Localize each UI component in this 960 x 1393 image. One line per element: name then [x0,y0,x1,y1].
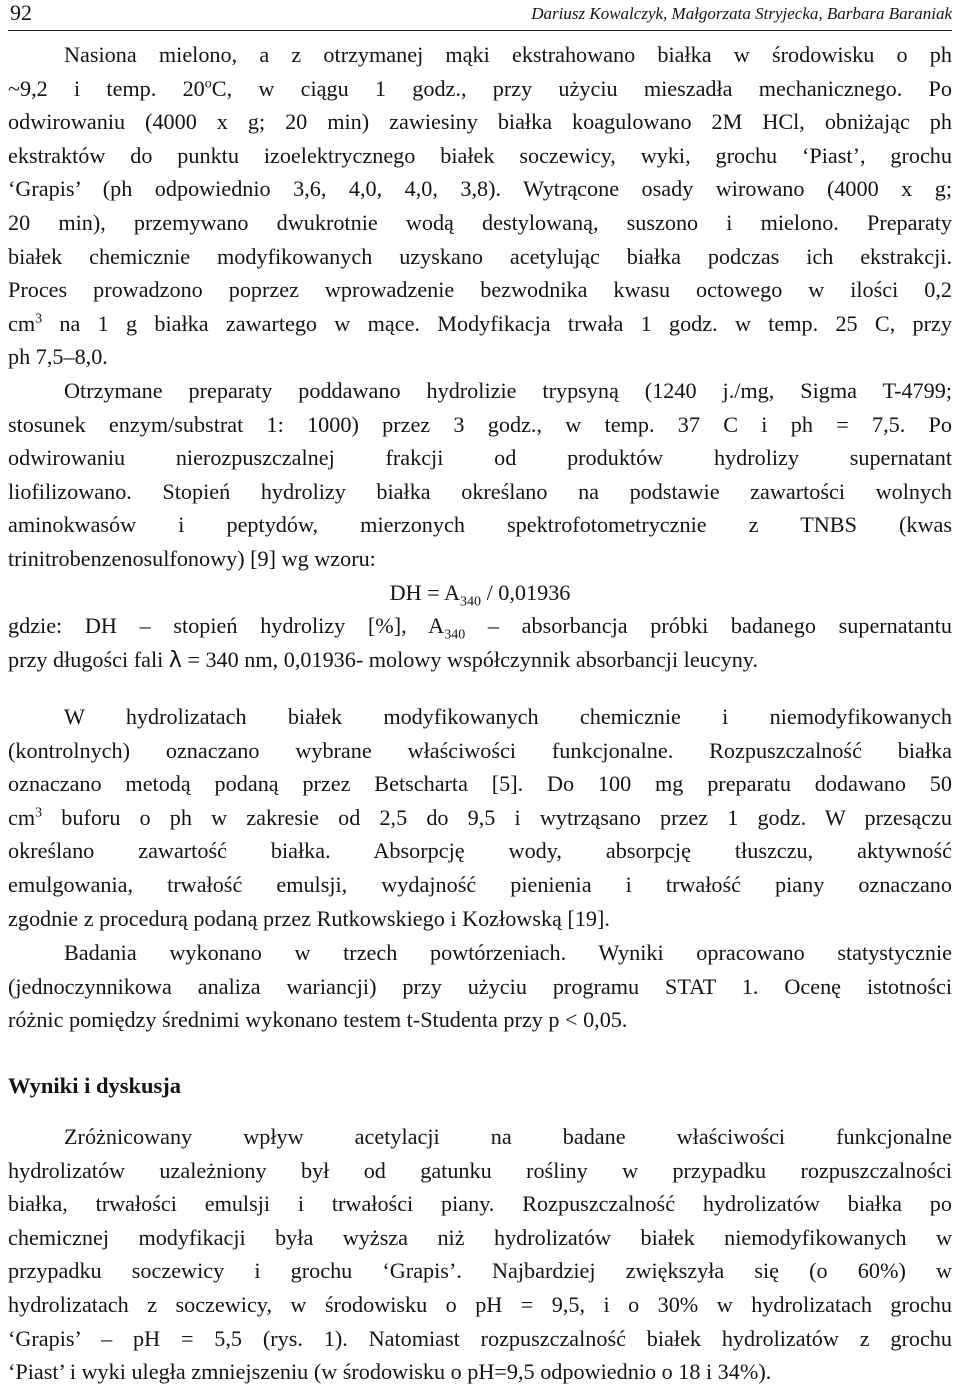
text-line: hydrolizatów uzależniony był od gatunku rośliny w przypadku rozpuszczalności [8,1157,952,1183]
dh-formula: DH = $A_{340} / 0,01936$ [389,579,571,609]
text-line: przypadku soczewicy i grochu ‘Grapis’. Najbardziej zwiększyła się (o 60%) w [8,1258,952,1284]
text-line: trinitrobenzenosulfonowy) [9] wg wzoru: [8,545,376,571]
text-line: $cm^3$ buforu o ph w zakresie od 2,5 do 9,5 i wytrząsano przez 1 godz. W przesączu [8,804,952,830]
text-line: oznaczano metodą podaną przez Betscharta [5]. Do 100 mg preparatu dodawano 50 [8,771,952,797]
text-line: Otrzymane preparaty poddawano hydrolizie trypsyną (1240 j./mg, Sigma T-4799; [64,378,952,403]
text-line: określano zawartość białka. Absorpcję wody, absorpcję tłuszczu, aktywność [8,838,952,864]
text-line: chemicznej modyfikacji była wyższa niż hydrolizatów białek niemodyfikowanych w [8,1224,952,1250]
text-line: ekstraktów do punktu izoelektrycznego białek soczewicy, wyki, grochu ‘Piast’, grochu [8,142,952,168]
text-line: Proces prowadzono poprzez wprowadzenie bezwodnika kwasu octowego w ilości 0,2 [8,277,952,303]
text-line: odwirowaniu (4000 x g; 20 min) zawiesiny białka koagulowano 2M HCl, obniżając ph [8,109,952,135]
text-line: hydrolizatach z soczewicy, w środowisku o pH = 9,5, i o 30% w hydrolizatach grochu [8,1291,952,1317]
text-line: aminokwasów i peptydów, mierzonych spektrofotometrycznie z TNBS (kwas [8,512,952,538]
text-line: liofilizowano. Stopień hydrolizy białka określano na podstawie zawartości wolnych [8,478,952,504]
methods-paragraph-3 [8,700,952,935]
text-line: Zróżnicowany wpływ acetylacji na badane właściwości funkcjonalne [64,1124,952,1149]
page-number: 92 [10,0,32,25]
text-line: gdzie: DH – stopień hydrolizy [%], $A_{340}$ – absorbancja próbki badanego supernatantu [8,613,952,643]
text-line: białka, trwałości emulsji i trwałości piany. Rozpuszczalność hydrolizatów białka po [8,1191,952,1217]
text-line: Nasiona mielono, a z otrzymanej mąki ekstrahowano białka w środowisku o ph [64,42,952,67]
section-heading-results: Wyniki i dyskusja [8,1073,181,1098]
text-line: stosunek enzym/substrat 1: 1000) przez 3 godz., w temp. 37 C i ph = 7,5. Po [8,411,952,437]
text-line: ‘Grapis’ – pH = 5,5 (rys. 1). Natomiast rozpuszczalność białek hydrolizatów z grochu [8,1325,952,1351]
text-line: ‘Grapis’ (ph odpowiednio 3,6, 4,0, 4,0, 3,8). Wytrącone osady wirowano (4000 x g; [8,176,952,202]
text-line: ~9,2 i temp. 20$^o$C, w ciągu 1 godz., przy użyciu mieszadła mechanicznego. Po [8,75,952,101]
text-line: różnic pomiędzy średnimi wykonano testem t-Studenta przy p < 0,05. [8,1007,628,1033]
text-line: 20 min), przemywano dwukrotnie wodą destylowaną, suszono i mielono. Preparaty [8,209,952,235]
lambda-symbol: λ [168,647,182,673]
text-line: $cm^3$ na 1 g białka zawartego w mące. Modyfikacja trwała 1 godz. w temp. 25 C, przy [8,310,952,336]
methods-paragraph-4 [8,936,952,1037]
text-line: przy długości fali λ = 340 nm, 0,01936- molowy współczynnik absorbancji leucyny. [8,646,759,673]
text-line: (kontrolnych) oznaczano wybrane właściwości funkcjonalne. Rozpuszczalność białka [8,737,952,763]
text-line: Badania wykonano w trzech powtórzeniach. Wyniki opracowano statystycznie [64,940,952,965]
text-line: białek chemicznie modyfikowanych uzyskano acetylując białka podczas ich ekstrakcji. [8,243,952,269]
text-line: emulgowania, trwałość emulsji, wydajność pienienia i trwałość piany oznaczano [8,871,952,897]
text-line: (jednoczynnikowa analiza wariancji) przy użyciu programu STAT 1. Ocenę istotności [8,973,952,999]
text-line: ‘Piast’ i wyki uległa zmniejszeniu (w środowisku o pH=9,5 odpowiednio o 18 i 34%). [8,1359,772,1385]
page-header [8,0,952,31]
methods-paragraph-1 [8,38,952,374]
text-line: ph 7,5–8,0. [8,344,108,370]
text-line: W hydrolizatach białek modyfikowanych chemicznie i niemodyfikowanych [64,704,952,729]
text-line: odwirowaniu nierozpuszczalnej frakcji od produktów hydrolizy supernatant [8,445,952,471]
results-paragraph [8,1120,952,1389]
running-head-authors: Dariusz Kowalczyk, Małgorzata Stryjecka, Barbara Baraniak [531,4,952,23]
methods-paragraph-2 [8,374,952,676]
text-line: zgodnie z procedurą podaną przez Rutkowskiego i Kozłowską [19]. [8,905,610,931]
